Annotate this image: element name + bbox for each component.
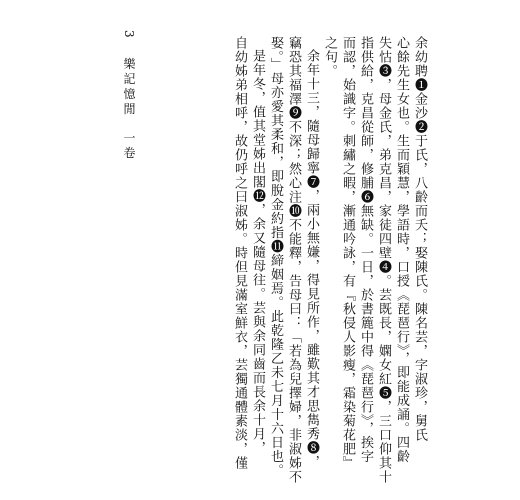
text-line: 娶。」母亦愛其柔和，即脫金約指⓫締姻焉。此乾隆乙未七月十六日也。 [268, 36, 283, 478]
book-title: 樂記憶閒 [122, 57, 136, 118]
text-line: 余年十三，隨母歸寧❼，兩小無嫌，得見所作，雖歎其才思雋秀❽， [304, 49, 319, 469]
text-line: 失怙❸，母金氏，弟克昌，家徒四壁❹。芸既長，嫻女紅❺，三口仰其十 [376, 36, 391, 484]
text-line: 而認，始識字。刺繡之暇，漸通吟詠，有『秋侵人影瘦，霜染菊花肥』 [340, 36, 355, 470]
text-line: 余幼聘❶金沙❷于氏，八齡而夭；娶陳氏。陳名芸，字淑珍，舅氏 [412, 36, 427, 442]
page-number: 3 [122, 30, 136, 41]
text-line: 心餘先生女也。生而穎慧，學語時，口授《琵琶行》，即能成誦。四齡 [394, 36, 409, 464]
chapter-label: 一卷 [122, 131, 136, 162]
text-line: 是年冬，值其堂姊出閣⓬，余又隨母往。芸與余同齒而長余十月， [250, 49, 265, 455]
text-line: 竊恐其福澤❾不深；然心注❿不能釋，告母曰：「若為兒擇婦，非淑姊不 [286, 36, 301, 484]
text-line: 自幼姊弟相呼，故仍呼之曰淑姊。時但見滿室鮮衣，芸獨通體素淡，僅 [232, 36, 247, 470]
body-text [136, 36, 428, 484]
text-line: 之句。 [322, 36, 337, 78]
text-line: 指供給，克昌從師，修脯❻無缺。一日，於書簏中得《琵琶行》，挨字 [358, 36, 373, 464]
running-header [94, 30, 138, 470]
